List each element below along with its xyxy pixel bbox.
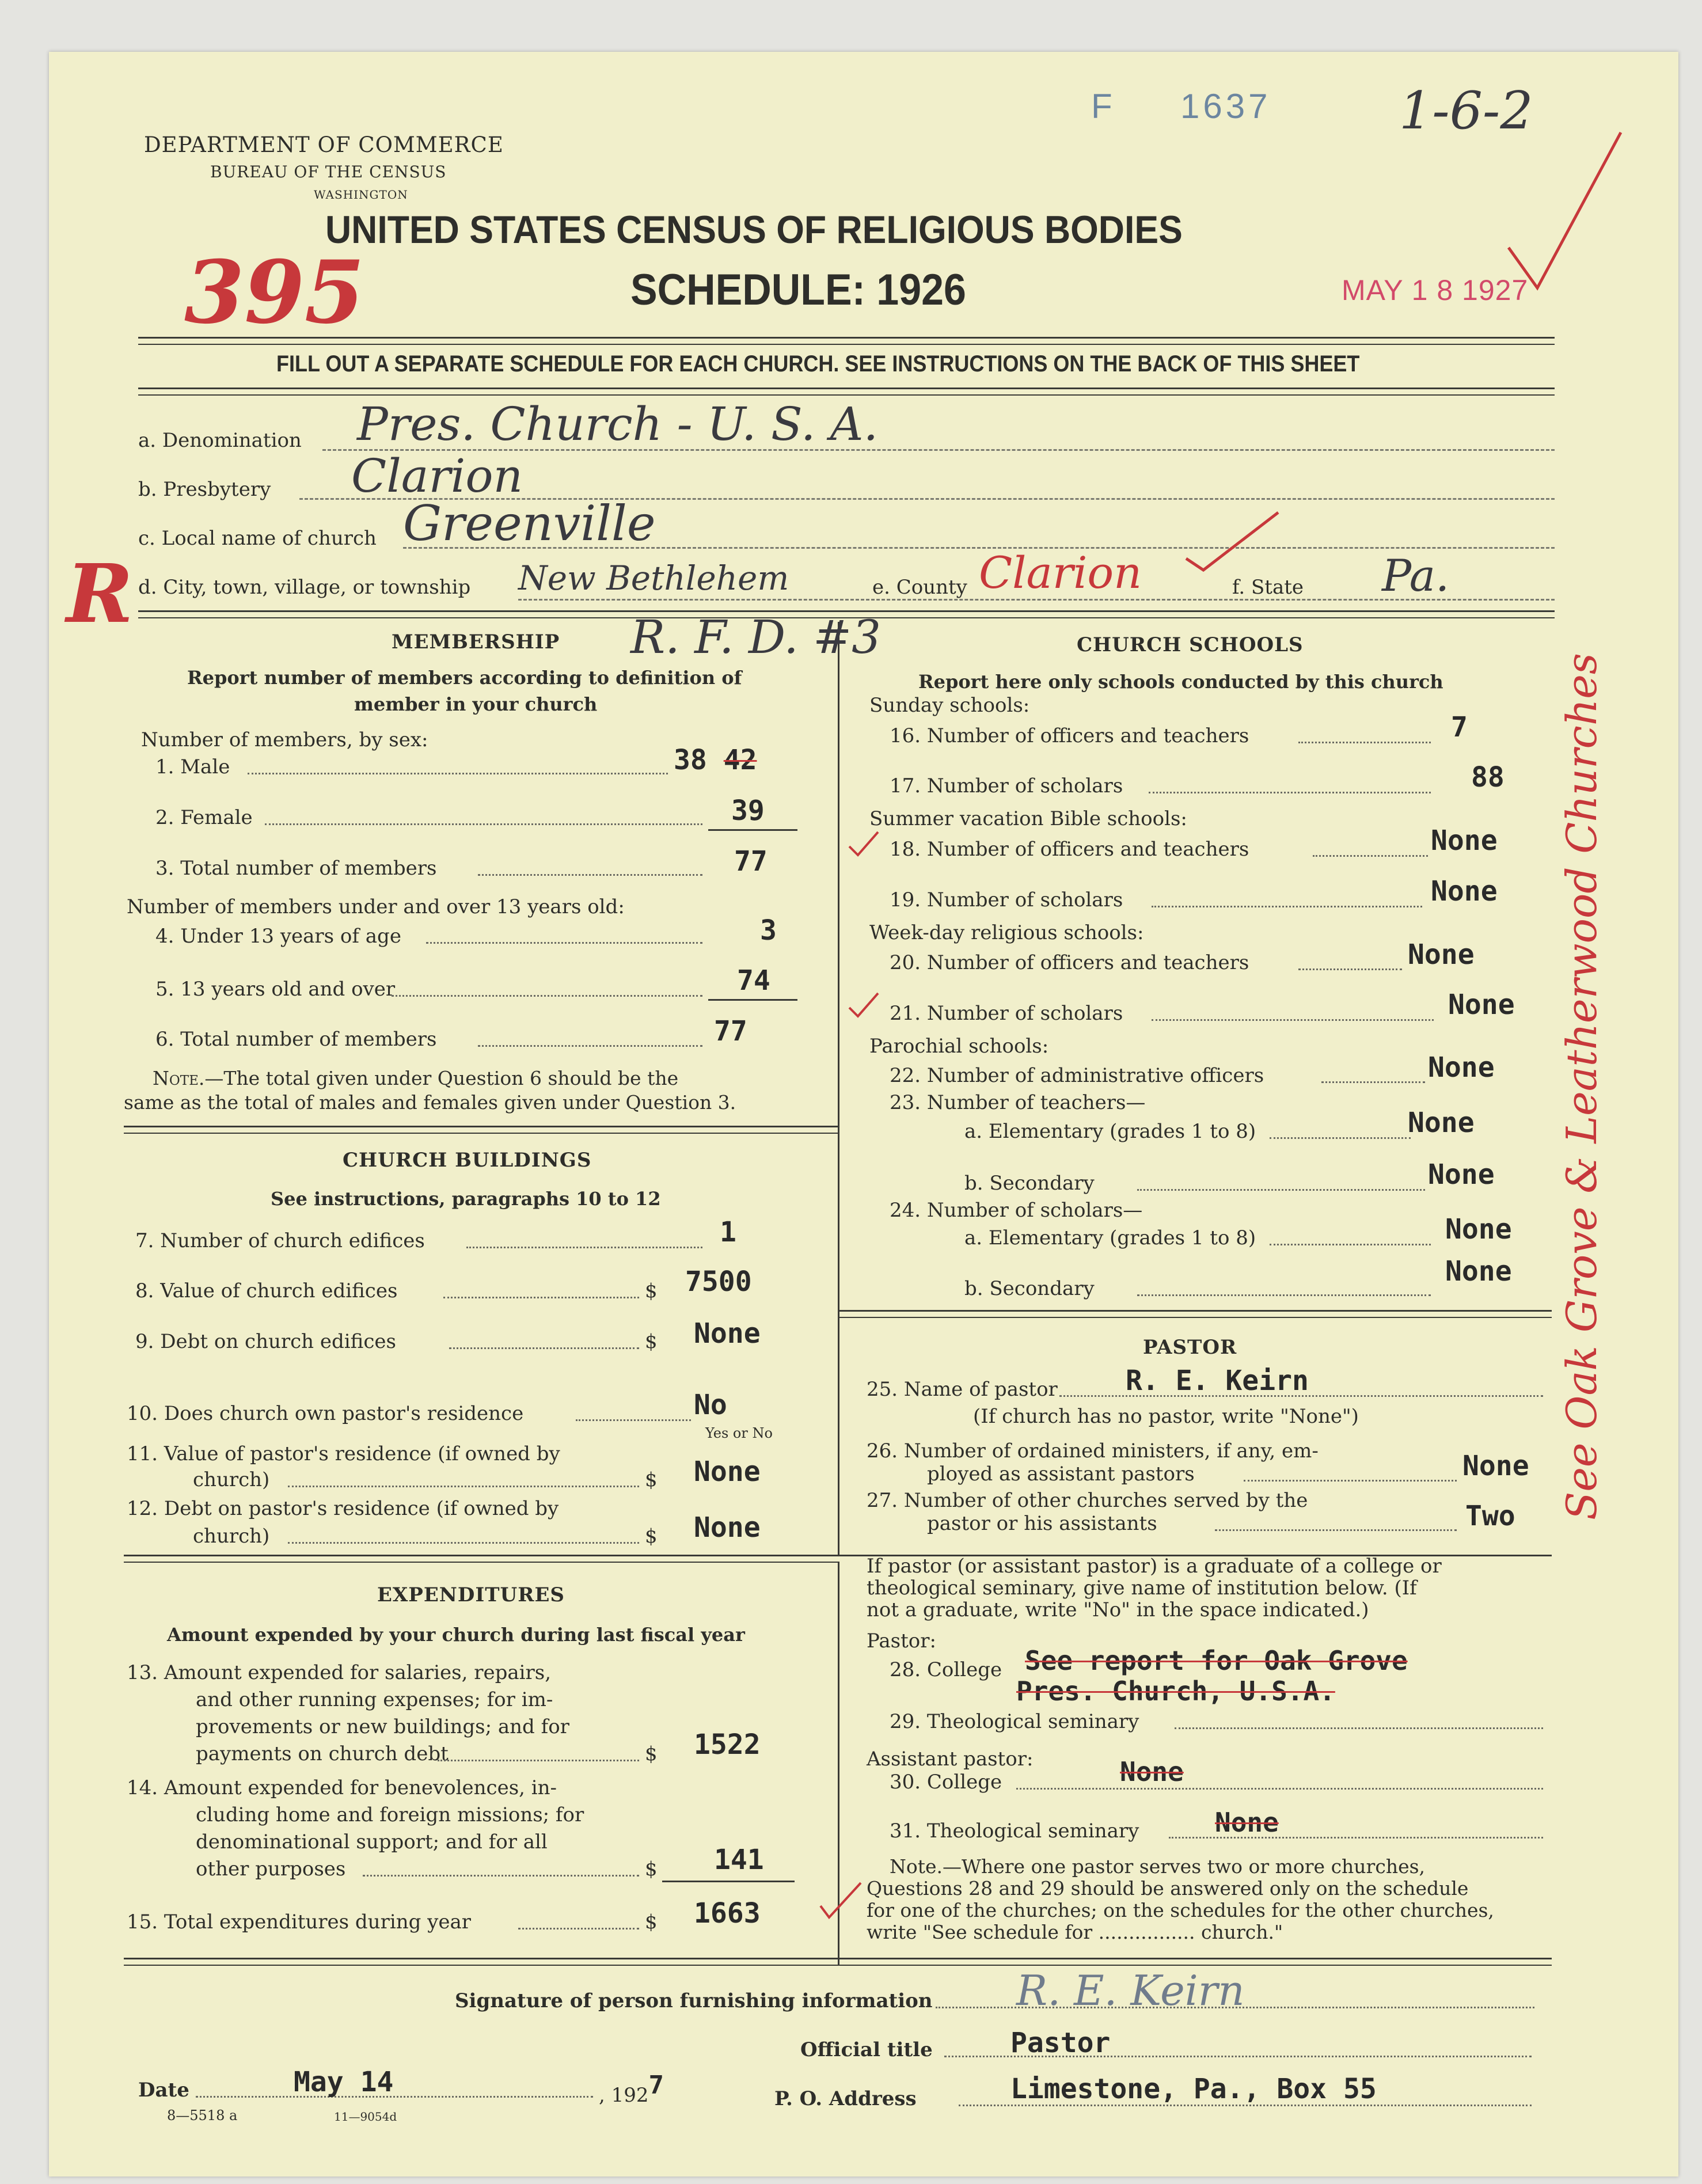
q7-edifices-value[interactable]: 1: [720, 1216, 736, 1248]
pastor-note-3: for one of the churches; on the schedules for the other churches,: [867, 1899, 1494, 1921]
q9-debt-value[interactable]: None: [694, 1317, 761, 1350]
check-q15: [818, 1877, 864, 1923]
q16-label: 16. Number of officers and teachers: [890, 724, 1249, 747]
check-county: [1180, 507, 1284, 576]
signature-label: Signature of person furnishing information: [455, 1989, 933, 2012]
washington-label: WASHINGTON: [314, 188, 408, 202]
q23b-value[interactable]: None: [1428, 1159, 1495, 1191]
q19-value[interactable]: None: [1431, 875, 1498, 907]
presbytery-label: b. Presbytery: [138, 478, 271, 501]
q14-label-4: other purposes: [196, 1858, 346, 1881]
membership-heading: MEMBERSHIP: [392, 630, 560, 654]
q13-label-1: 13. Amount expended for salaries, repairs,: [127, 1661, 552, 1684]
bureau-name: BUREAU OF THE CENSUS: [210, 162, 447, 181]
q21-value[interactable]: None: [1448, 989, 1515, 1021]
sunday-schools-label: Sunday schools:: [869, 694, 1030, 717]
rfd-note: R. F. D. #3: [630, 610, 882, 664]
q26-value[interactable]: None: [1462, 1450, 1529, 1482]
file-letter: F: [1091, 87, 1116, 126]
q8-value-label: 8. Value of church edifices: [135, 1279, 398, 1302]
q4-under13-label: 4. Under 13 years of age: [155, 925, 401, 948]
department-name: DEPARTMENT OF COMMERCE: [144, 132, 504, 157]
q22-value[interactable]: None: [1428, 1051, 1495, 1084]
q21-label: 21. Number of scholars: [890, 1002, 1123, 1025]
q14-value[interactable]: 141: [714, 1844, 764, 1876]
q24-label: 24. Number of scholars—: [890, 1199, 1143, 1222]
q27-value[interactable]: Two: [1465, 1500, 1515, 1532]
q12-debt-label-2: church): [193, 1525, 270, 1548]
q27-label-1: 27. Number of other churches served by the: [867, 1489, 1308, 1512]
form-code: 8—5518 a: [167, 2107, 238, 2124]
check-q21: [846, 990, 881, 1019]
q25-value[interactable]: R. E. Keirn: [1126, 1365, 1309, 1397]
q17-value[interactable]: 88: [1471, 761, 1505, 793]
form-title: UNITED STATES CENSUS OF RELIGIOUS BODIES: [325, 208, 1183, 252]
q23a-value[interactable]: None: [1408, 1107, 1475, 1139]
graduate-instruction-2: theological seminary, give name of institution below. (If: [867, 1577, 1417, 1600]
q6-total-label: 6. Total number of members: [155, 1028, 437, 1051]
q14-label-2: cluding home and foreign missions; for: [196, 1803, 584, 1826]
local-name-value[interactable]: Greenville: [403, 495, 656, 552]
q24a-value[interactable]: None: [1445, 1213, 1512, 1245]
date-received-stamp: MAY 1 8 1927: [1342, 274, 1529, 306]
weekday-schools-label: Week-day religious schools:: [869, 921, 1144, 944]
pastor-note-1: Note.—Where one pastor serves two or more churches,: [890, 1855, 1426, 1878]
q14-label-3: denominational support; and for all: [196, 1830, 548, 1853]
q23b-label: b. Secondary: [964, 1172, 1095, 1195]
q16-value[interactable]: 7: [1451, 711, 1468, 743]
q31-label: 31. Theological seminary: [890, 1820, 1139, 1843]
red-letter-mark: R: [66, 547, 134, 641]
q23-label: 23. Number of teachers—: [890, 1091, 1146, 1114]
q22-label: 22. Number of administrative officers: [890, 1064, 1264, 1087]
date-label: Date: [138, 2079, 189, 2102]
q11-value-value[interactable]: None: [694, 1456, 761, 1488]
q1-male-label: 1. Male: [155, 755, 230, 778]
q2-female-value[interactable]: 39: [731, 795, 765, 827]
q11-dollar: $: [645, 1468, 658, 1491]
q8-value-value[interactable]: 7500: [685, 1266, 752, 1298]
check-q18: [846, 829, 881, 858]
q25-hint: (If church has no pastor, write "None"): [973, 1405, 1359, 1428]
q31-value[interactable]: None: [1215, 1807, 1279, 1838]
official-title-value[interactable]: Pastor: [1010, 2027, 1111, 2059]
q24b-value[interactable]: None: [1445, 1255, 1512, 1287]
print-code: 11—9054d: [334, 2110, 397, 2124]
q12-dollar: $: [645, 1525, 658, 1548]
expenditures-subheading: Amount expended by your church during last fiscal year: [167, 1624, 745, 1646]
q25-label: 25. Name of pastor: [867, 1378, 1058, 1401]
q15-dollar: $: [645, 1910, 658, 1934]
members-by-sex-label: Number of members, by sex:: [141, 728, 428, 751]
q26-label-1: 26. Number of ordained ministers, if any, em-: [867, 1439, 1319, 1463]
q11-value-label-1: 11. Value of pastor's residence (if owned by: [127, 1442, 560, 1465]
file-number: 1637: [1180, 87, 1271, 126]
pastor-note-2: Questions 28 and 29 should be answered only on the schedule: [867, 1877, 1469, 1900]
q19-label: 19. Number of scholars: [890, 888, 1123, 911]
q1-male-value[interactable]: 38 42: [674, 744, 757, 776]
q28-value-1[interactable]: See report for Oak Grove: [1025, 1645, 1408, 1676]
date-value[interactable]: May 14: [294, 2066, 394, 2098]
po-address-label: P. O. Address: [774, 2087, 917, 2110]
q20-value[interactable]: None: [1408, 939, 1475, 971]
q5-over13-label: 5. 13 years old and over: [155, 978, 396, 1001]
red-check-mark: [1497, 127, 1629, 299]
q9-debt-label: 9. Debt on church edifices: [135, 1330, 396, 1353]
q24b-label: b. Secondary: [964, 1277, 1095, 1300]
local-name-label: c. Local name of church: [138, 527, 377, 550]
parochial-schools-label: Parochial schools:: [869, 1035, 1049, 1058]
q20-label: 20. Number of officers and teachers: [890, 951, 1249, 974]
membership-intro-2: member in your church: [354, 693, 598, 715]
pastor-note-4: write "See schedule for ................ church.": [867, 1921, 1283, 1943]
margin-note: See Oak Grove & Leatherwood Churches: [1557, 653, 1606, 1520]
q17-label: 17. Number of scholars: [890, 774, 1123, 797]
q3-total-label: 3. Total number of members: [155, 857, 437, 880]
schools-heading: CHURCH SCHOOLS: [1077, 633, 1304, 656]
signature-value[interactable]: R. E. Keirn: [1016, 1966, 1245, 2015]
state-label: f. State: [1232, 576, 1304, 599]
presbytery-value[interactable]: Clarion: [351, 449, 523, 503]
q10-residence-label: 10. Does church own pastor's residence: [127, 1402, 524, 1425]
fill-out-instruction: FILL OUT A SEPARATE SCHEDULE FOR EACH CHURCH. SEE INSTRUCTIONS ON THE BACK OF THIS SHEET: [276, 351, 1360, 377]
q26-label-2: ployed as assistant pastors: [927, 1463, 1195, 1486]
schools-intro: Report here only schools conducted by this church: [918, 671, 1443, 693]
q18-value[interactable]: None: [1431, 825, 1498, 857]
q28-value-2[interactable]: Pres. Church, U.S.A.: [1016, 1676, 1335, 1707]
expenditures-heading: EXPENDITURES: [377, 1583, 565, 1606]
buildings-subheading: See instructions, paragraphs 10 to 12: [271, 1188, 661, 1210]
denomination-label: a. Denomination: [138, 429, 302, 452]
q28-label: 28. College: [890, 1658, 1002, 1681]
q2-female-label: 2. Female: [155, 806, 253, 829]
reference-code: 1-6-2: [1399, 81, 1533, 141]
q14-label-1: 14. Amount expended for benevolences, in-: [127, 1776, 557, 1799]
q7-edifices-label: 7. Number of church edifices: [135, 1229, 425, 1252]
state-value[interactable]: Pa.: [1382, 550, 1450, 601]
q14-dollar: $: [645, 1858, 658, 1881]
county-value[interactable]: Clarion: [979, 547, 1142, 598]
q29-label: 29. Theological seminary: [890, 1710, 1139, 1733]
city-label: d. City, town, village, or township: [138, 576, 471, 599]
q13-label-2: and other running expenses; for im-: [196, 1688, 553, 1711]
q18-label: 18. Number of officers and teachers: [890, 838, 1249, 861]
q13-value[interactable]: 1522: [694, 1729, 761, 1761]
pastor-heading: PASTOR: [1143, 1336, 1237, 1359]
official-title-label: Official title: [800, 2038, 933, 2061]
q8-dollar: $: [645, 1279, 658, 1302]
red-number-mark: 395: [184, 242, 365, 343]
po-address-value[interactable]: Limestone, Pa., Box 55: [1010, 2073, 1377, 2105]
assistant-sub-label: Assistant pastor:: [867, 1748, 1034, 1771]
q15-label: 15. Total expenditures during year: [127, 1910, 472, 1934]
graduate-instruction-1: If pastor (or assistant pastor) is a graduate of a college or: [867, 1555, 1442, 1578]
q3-total-value[interactable]: 77: [734, 845, 768, 878]
q12-debt-value[interactable]: None: [694, 1511, 761, 1544]
q12-debt-label-1: 12. Debt on pastor's residence (if owned by: [127, 1497, 559, 1520]
county-label: e. County: [872, 576, 967, 599]
q23a-label: a. Elementary (grades 1 to 8): [964, 1120, 1256, 1143]
denomination-value[interactable]: Pres. Church - U. S. A.: [357, 397, 878, 451]
summer-schools-label: Summer vacation Bible schools:: [869, 807, 1187, 830]
city-value[interactable]: New Bethlehem: [518, 559, 789, 598]
q30-value[interactable]: None: [1120, 1756, 1184, 1787]
q6-total-value[interactable]: 77: [714, 1015, 747, 1047]
q13-label-3: provements or new buildings; and for: [196, 1715, 569, 1738]
q10-residence-value[interactable]: No: [694, 1389, 727, 1421]
q9-dollar: $: [645, 1330, 658, 1353]
q4-under13-value[interactable]: 3: [760, 914, 777, 947]
q11-value-label-2: church): [193, 1468, 270, 1491]
pastor-sub-label: Pastor:: [867, 1630, 936, 1653]
q15-value[interactable]: 1663: [694, 1897, 761, 1929]
q30-label: 30. College: [890, 1771, 1002, 1794]
q5-over13-value[interactable]: 74: [737, 964, 770, 997]
membership-note-2: same as the total of males and females given under Question 3.: [124, 1091, 736, 1114]
q10-hint: Yes or No: [705, 1425, 773, 1441]
graduate-instruction-3: not a graduate, write "No" in the space indicated.): [867, 1598, 1369, 1621]
q27-label-2: pastor or his assistants: [927, 1512, 1157, 1535]
date-year: , 1927: [599, 2071, 664, 2107]
buildings-heading: CHURCH BUILDINGS: [343, 1149, 592, 1172]
members-by-age-label: Number of members under and over 13 years old:: [127, 895, 625, 918]
q13-label-4: payments on church debt: [196, 1742, 449, 1765]
form-subtitle: SCHEDULE: 1926: [630, 265, 966, 314]
membership-note-1: Note.—The total given under Question 6 should be the: [153, 1067, 679, 1089]
q13-dollar: $: [645, 1742, 658, 1765]
q24a-label: a. Elementary (grades 1 to 8): [964, 1226, 1256, 1249]
membership-intro-1: Report number of members according to definition of: [187, 667, 742, 689]
